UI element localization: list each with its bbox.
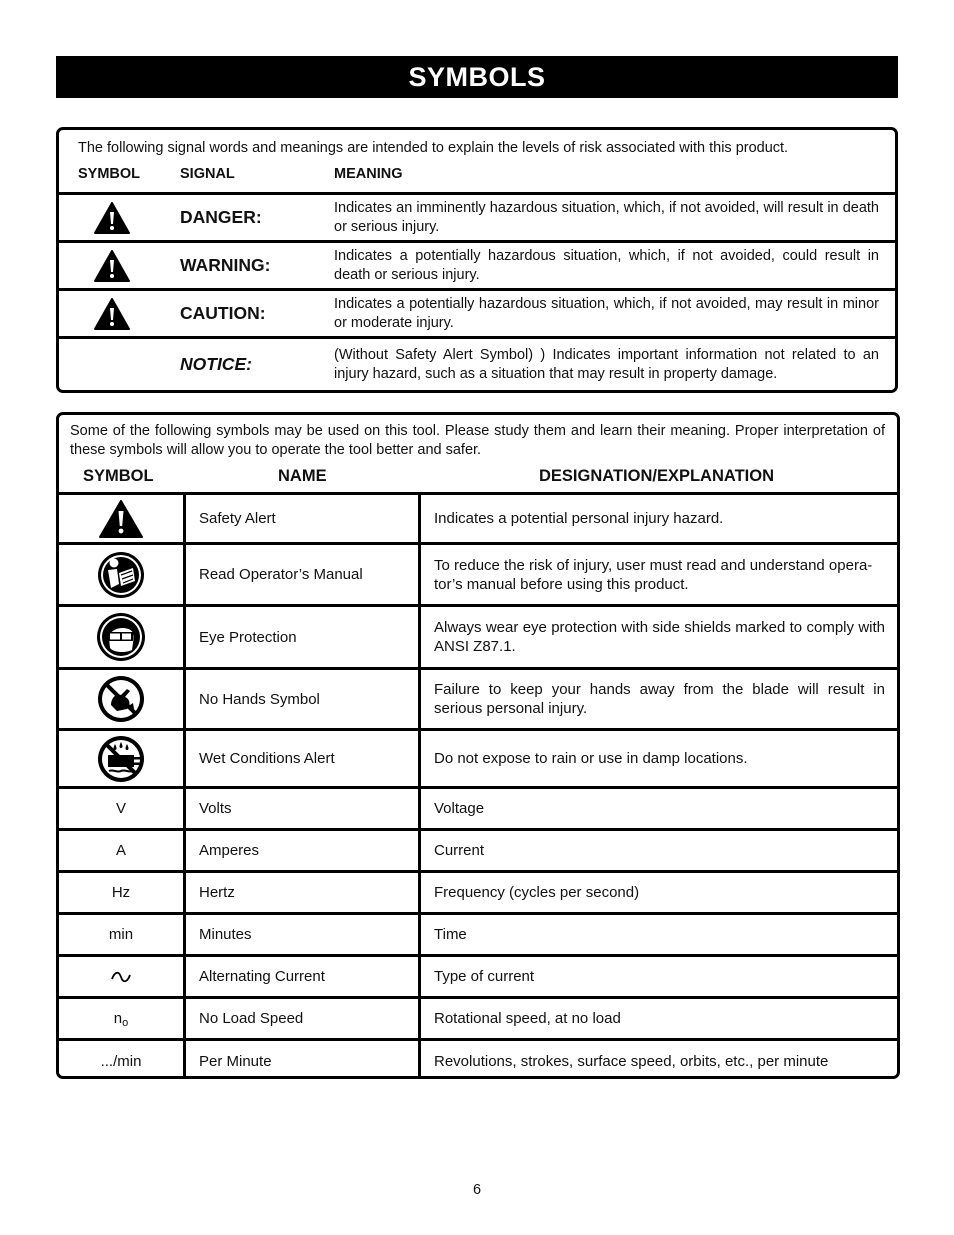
symbol-row (59, 954, 897, 996)
symbol-name: Wet Conditions Alert (183, 731, 421, 786)
symbol-name: Minutes (183, 915, 421, 954)
signal-row-warning (59, 240, 895, 288)
symbol-row (59, 492, 897, 542)
symbol-text: V (59, 789, 186, 828)
header-symbol: SYMBOL (78, 166, 141, 182)
header-symbol: SYMBOL (83, 467, 154, 485)
symbols-box (56, 412, 900, 1079)
header-designation: DESIGNATION/EXPLANATION (539, 467, 774, 485)
symbol-text (59, 999, 186, 1038)
symbol-name: No Hands Symbol (183, 670, 421, 728)
signal-row-notice (59, 336, 895, 390)
signal-word: NOTICE: (180, 354, 252, 374)
symbol-name: Hertz (183, 873, 421, 912)
read-manual-icon (59, 545, 186, 604)
header-signal: SIGNAL (180, 166, 235, 182)
alternating-current-icon (59, 957, 186, 996)
signal-row-caution (59, 288, 895, 336)
symbol-main: n (113, 1010, 123, 1027)
eye-protection-icon (59, 607, 186, 667)
signal-word: DANGER: (180, 207, 262, 227)
symbol-row (59, 912, 897, 954)
designation-line-1: To reduce the risk of injury, user must read and understand opera- (434, 556, 873, 574)
header-name: NAME (278, 467, 327, 485)
symbol-designation: Current (434, 842, 485, 859)
warning-triangle-icon (92, 201, 132, 235)
signal-words-box (56, 127, 898, 393)
signal-row-danger (59, 192, 895, 240)
symbol-designation: Time (434, 926, 467, 943)
symbol-subscript: o (122, 1016, 129, 1029)
page-title: SYMBOLS (56, 56, 898, 98)
warning-triangle-icon (92, 249, 132, 283)
symbol-designation: Rotational speed, at no load (434, 1010, 621, 1027)
symbol-text: Hz (59, 873, 186, 912)
symbol-name: Per Minute (183, 1041, 421, 1079)
symbol-name: Read Operator’s Manual (183, 545, 421, 604)
symbol-row (59, 728, 897, 786)
symbol-text: min (59, 915, 186, 954)
signal-meaning: Indicates an imminently hazardous situation, which, if not avoided, will result in death or serious injury. (334, 200, 879, 235)
symbol-designation: Revolutions, strokes, surface speed, orbits, etc., per minute (434, 1053, 829, 1070)
symbol-row (59, 667, 897, 728)
safety-alert-icon (59, 495, 186, 542)
symbol-name: Amperes (183, 831, 421, 870)
symbol-name: Eye Protection (183, 607, 421, 667)
page-number: 6 (472, 1182, 482, 1198)
signal-meaning: Indicates a potentially hazardous situation, which, if not avoided, may result in minor or moderate injury. (334, 296, 879, 331)
symbol-row (59, 786, 897, 828)
signal-meaning: (Without Safety Alert Symbol) ) Indicates important information not related to an injury hazard, such as a situation that may result in property damage. (334, 347, 879, 382)
warning-triangle-icon (92, 297, 132, 331)
symbol-row (59, 604, 897, 667)
symbol-designation: Type of current (434, 968, 535, 985)
symbol-designation: Always wear eye protection with side shields marked to comply with ANSI Z87.1. (434, 619, 885, 655)
header-meaning: MEANING (334, 166, 403, 182)
symbol-designation: Failure to keep your hands away from the blade will result in serious personal injury. (434, 681, 885, 717)
symbol-text: A (59, 831, 186, 870)
signal-meaning: Indicates a potentially hazardous situation, which, if not avoided, could result in death or serious injury. (334, 248, 879, 283)
signal-word: WARNING: (180, 255, 271, 275)
symbol-row (59, 870, 897, 912)
symbol-designation: Voltage (434, 800, 485, 817)
signal-intro: The following signal words and meanings are intended to explain the levels of risk associated with this product. (78, 140, 789, 156)
symbol-row (59, 828, 897, 870)
symbol-name: Volts (183, 789, 421, 828)
symbol-designation: Frequency (cycles per second) (434, 884, 640, 901)
symbol-name: No Load Speed (183, 999, 421, 1038)
symbol-designation (421, 545, 897, 604)
symbol-designation: Do not expose to rain or use in damp locations. (434, 750, 748, 767)
symbol-row (59, 1038, 897, 1079)
designation-line-2: tor’s manual before using this product. (434, 575, 689, 593)
symbol-text: .../min (59, 1041, 186, 1079)
symbol-name: Safety Alert (183, 495, 421, 542)
symbol-name: Alternating Current (183, 957, 421, 996)
symbol-designation: Indicates a potential personal injury hazard. (434, 510, 724, 527)
wet-conditions-icon (59, 731, 186, 786)
symbols-intro: Some of the following symbols may be used on this tool. Please study them and learn their meaning. Proper interpretation of these symbols will allow you to operate the tool better and safer. (70, 423, 885, 458)
symbol-row (59, 542, 897, 604)
signal-word: CAUTION: (180, 303, 266, 323)
no-hands-icon (59, 670, 186, 728)
symbol-row (59, 996, 897, 1038)
